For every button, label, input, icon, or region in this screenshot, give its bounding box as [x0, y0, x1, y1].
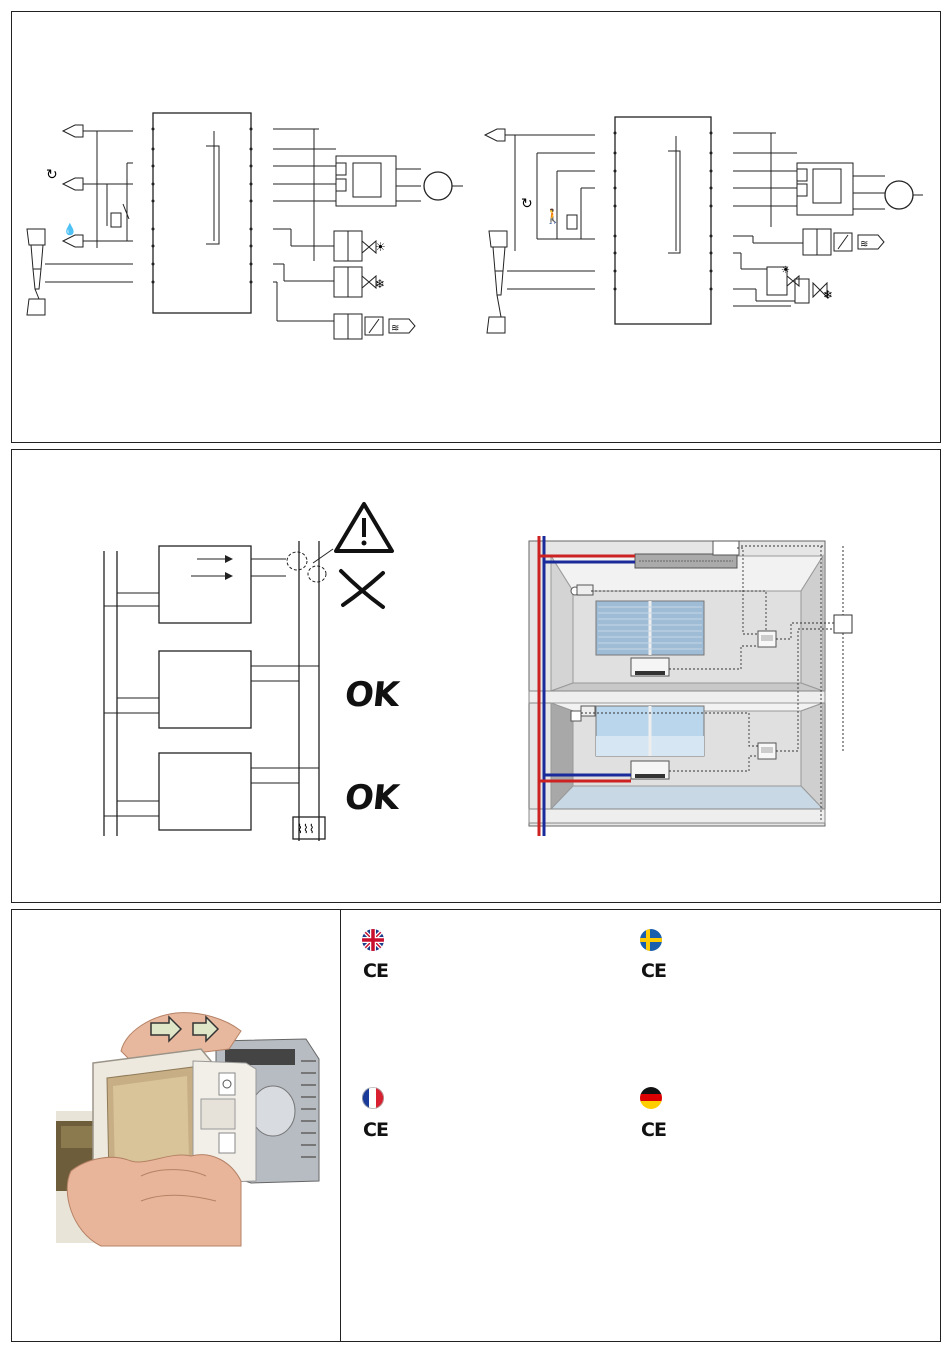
valve-icon: [362, 241, 376, 253]
controller-box-right: [615, 117, 711, 324]
bottom-left-panel: [11, 909, 341, 1342]
occupancy-icon: 🚶: [544, 209, 562, 225]
bottom-right-panel: [340, 909, 941, 1342]
wiring-diagram-left: [27, 113, 463, 339]
controller-box-left: [153, 113, 251, 313]
switch-icon: [111, 213, 121, 227]
valve-actuator: [795, 279, 809, 303]
sensor-icon: [63, 125, 83, 137]
rotate-icon: ↻: [46, 167, 58, 183]
valve-icon: [362, 276, 376, 288]
sensor-icon: [63, 178, 83, 190]
ce-mark-english: CE: [363, 960, 388, 982]
ce-mark-swedish: CE: [641, 960, 666, 982]
fan-motor-icon: [885, 181, 913, 209]
ce-mark-german: CE: [641, 1119, 666, 1141]
fan-motor-icon: [424, 172, 452, 200]
ok-mark-1: OK: [342, 675, 401, 715]
sweden-flag-icon: [640, 929, 662, 951]
heating-icon: ☀: [781, 265, 790, 276]
uk-flag-icon: [362, 929, 384, 951]
valve-icon: [787, 276, 799, 286]
connector-icon: [489, 231, 507, 247]
connector-icon: [27, 229, 45, 245]
installation-photo: [12, 910, 342, 1343]
wiring-panel: [11, 11, 941, 443]
connector-icon: [487, 317, 505, 333]
building-illustration: [12, 450, 942, 904]
ce-mark-french: CE: [363, 1119, 388, 1141]
ok-mark-2: OK: [342, 778, 401, 818]
sensor-icon: [485, 129, 505, 141]
switch-icon: [567, 215, 577, 229]
svg-text:≋: ≋: [391, 323, 400, 334]
germany-flag-icon: [640, 1087, 662, 1109]
cooling-icon: ❄: [823, 288, 834, 302]
droplets-icon: 💧: [63, 223, 77, 236]
wiring-diagrams: [12, 12, 942, 444]
rotate-icon: ↻: [521, 196, 533, 212]
bus-controller-box: [834, 615, 852, 633]
svg-text:≋: ≋: [860, 239, 869, 250]
relay-box: [797, 163, 853, 215]
connector-icon: [27, 299, 45, 315]
wiring-diagram-right: [485, 117, 923, 333]
sensor-icon: [63, 235, 83, 247]
heating-icon: ☀: [375, 240, 386, 254]
france-flag-icon: [362, 1087, 384, 1109]
svg-text:⌇⌇⌇: ⌇⌇⌇: [297, 822, 315, 836]
cooling-icon: ❄: [375, 277, 386, 291]
installation-panel: [11, 449, 941, 903]
